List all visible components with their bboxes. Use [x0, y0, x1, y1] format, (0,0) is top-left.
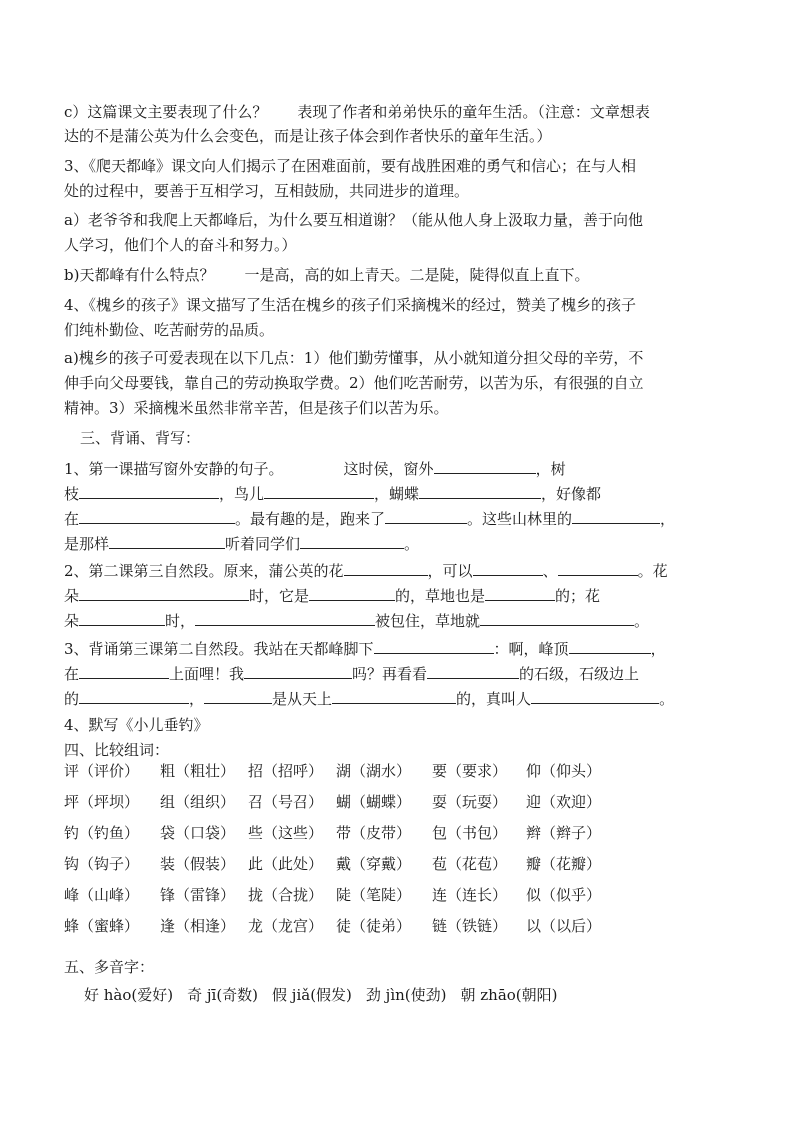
- prompt-text: 。: [634, 612, 650, 630]
- compare-cell: 坪（坪坝）: [64, 793, 140, 811]
- blank-field[interactable]: [344, 558, 428, 576]
- prompt-text: 。最有趣的是，跑来了: [235, 510, 386, 528]
- blank-field[interactable]: [79, 481, 219, 499]
- text-line: 3、《爬天都峰》课文向人们揭示了在困难面前，要有战胜困难的勇气和信心；在与人相: [64, 157, 637, 175]
- compare-cell: 湖（湖水）: [336, 762, 412, 780]
- prompt-text: 枝: [64, 485, 80, 503]
- text-line: c）这篇课文主要表现了什么？ 表现了作者和弟弟快乐的童年生活。（注意：文章想表: [64, 103, 650, 121]
- compare-cell: 以（以后）: [526, 917, 602, 935]
- prompt-text: ，蝴蝶: [374, 485, 420, 503]
- compare-cell: 戴（穿戴）: [336, 855, 412, 873]
- prompt-text: 在: [64, 510, 80, 528]
- blank-field[interactable]: [434, 456, 536, 474]
- fill-line-q3-3: [64, 686, 674, 708]
- polyphone-item: 朝 zhāo(朝阳): [460, 986, 558, 1004]
- blank-field[interactable]: [300, 531, 404, 549]
- compare-cell: 些（这些）: [248, 824, 324, 842]
- prompt-text: 2、第二课第三自然段。原来，蒲公英的花: [64, 562, 344, 580]
- prompt-text: ：啊，峰顶: [493, 640, 569, 658]
- blank-field[interactable]: [244, 661, 352, 679]
- prompt-text: 、: [542, 562, 558, 580]
- prompt-text: ，: [660, 510, 676, 528]
- polyphone-item: 奇 jī(奇数): [187, 986, 259, 1004]
- compare-cell: 似（似乎）: [526, 886, 602, 904]
- text-line: 4、《槐乡的孩子》课文描写了生活在槐乡的孩子们采摘槐米的经过，赞美了槐乡的孩子: [64, 296, 637, 314]
- prompt-text: 吗？再看看: [352, 665, 428, 683]
- compare-cell: 粗（粗壮）: [160, 762, 236, 780]
- blank-field[interactable]: [309, 583, 395, 601]
- prompt-text: 。这些山林里的: [467, 510, 573, 528]
- blank-field[interactable]: [264, 481, 374, 499]
- blank-field[interactable]: [79, 608, 165, 626]
- polyphone-row: [84, 983, 572, 1007]
- fill-line-q1-3: [64, 506, 675, 528]
- blank-field[interactable]: [427, 661, 519, 679]
- blank-field[interactable]: [531, 686, 659, 704]
- prompt-text: ，树: [535, 460, 566, 478]
- compare-cell: 徒（徒弟）: [336, 917, 412, 935]
- text-line: 们纯朴勤俭、吃苦耐劳的品质。: [64, 321, 275, 339]
- fill-line-q1-4: [64, 531, 419, 553]
- blank-field[interactable]: [79, 686, 189, 704]
- compare-cell: 装（假装）: [160, 855, 236, 873]
- compare-cell: 苞（花苞）: [432, 855, 508, 873]
- compare-cell: 蜂（蜜蜂）: [64, 917, 140, 935]
- prompt-text: 朵: [64, 587, 80, 605]
- compare-cell: 瓣（花瓣）: [526, 855, 602, 873]
- text-line: a）老爷爷和我爬上天都峰后，为什么要互相道谢？（能从他人身上汲取力量，善于向他: [64, 211, 643, 229]
- compare-cell: 蝴（蝴蝶）: [336, 793, 412, 811]
- blank-field[interactable]: [473, 558, 543, 576]
- section-heading: 四、比较组词：: [64, 741, 170, 759]
- dictation-prompt: 4、默写《小儿垂钓》: [64, 716, 209, 734]
- blank-field[interactable]: [572, 506, 660, 524]
- compare-cell: 带（皮带）: [336, 824, 412, 842]
- compare-cell: 要（要求）: [432, 762, 508, 780]
- compare-cell: 迎（欢迎）: [526, 793, 602, 811]
- blank-field[interactable]: [109, 531, 225, 549]
- prompt-text: 。花: [637, 562, 668, 580]
- text-line: 达的不是蒲公英为什么会变色，而是让孩子体会到作者快乐的童年生活。）: [64, 127, 552, 145]
- prompt-text: 的；花: [555, 587, 601, 605]
- blank-field[interactable]: [79, 661, 169, 679]
- polyphone-item: 假 jiǎ(假发): [272, 986, 352, 1004]
- compare-cell: 钩（钩子）: [64, 855, 140, 873]
- prompt-text: 这时侯，窗外: [343, 460, 434, 478]
- prompt-text: ，: [650, 640, 666, 658]
- compare-cell: 峰（山峰）: [64, 886, 140, 904]
- prompt-text: ，好像都: [541, 485, 602, 503]
- blank-field[interactable]: [195, 608, 375, 626]
- section-heading: 三、背诵、背写：: [80, 429, 201, 447]
- prompt-text: ，: [189, 690, 205, 708]
- blank-field[interactable]: [485, 583, 555, 601]
- text-line: 人学习，他们个人的奋斗和努力。）: [64, 236, 297, 254]
- compare-cell: 此（此处）: [248, 855, 324, 873]
- prompt-text: ，鸟儿: [219, 485, 265, 503]
- compare-cell: 耍（玩耍）: [432, 793, 508, 811]
- compare-cell: 拢（合拢）: [248, 886, 324, 904]
- compare-cell: 招（招呼）: [248, 762, 324, 780]
- compare-cell: 钓（钓鱼）: [64, 824, 140, 842]
- compare-cell: 召（号召）: [248, 793, 324, 811]
- blank-field[interactable]: [558, 558, 638, 576]
- compare-cell: 锋（雷锋）: [160, 886, 236, 904]
- prompt-text: 的，草地也是: [395, 587, 486, 605]
- compare-cell: 连（连长）: [432, 886, 508, 904]
- blank-field[interactable]: [374, 636, 494, 654]
- compare-cell: 逢（相逢）: [160, 917, 236, 935]
- compare-cell: 仰（仰头）: [526, 762, 602, 780]
- blank-field[interactable]: [332, 686, 456, 704]
- fill-line-q2-1: [64, 558, 668, 580]
- fill-line-q3-1: [64, 636, 666, 658]
- prompt-text: 3、背诵第三课第二自然段。我站在天都峰脚下: [64, 640, 374, 658]
- section-heading: 五、多音字：: [64, 958, 155, 976]
- blank-field[interactable]: [480, 608, 634, 626]
- prompt-text: 的: [64, 690, 80, 708]
- compare-cell: 评（评价）: [64, 762, 140, 780]
- prompt-text: ，可以: [427, 562, 473, 580]
- compare-cell: 辫（辫子）: [526, 824, 602, 842]
- prompt-text: 朵: [64, 612, 80, 630]
- prompt-text: 时，它是: [249, 587, 310, 605]
- fill-line-q2-2: [64, 583, 600, 605]
- text-line: 伸手向父母要钱，靠自己的劳动换取学费。2）他们吃苦耐劳，以苦为乐，有很强的自立: [64, 374, 644, 392]
- prompt-text: 的石级，石级边上: [519, 665, 640, 683]
- polyphone-item: 劲 jìn(使劲): [365, 986, 447, 1004]
- blank-field[interactable]: [419, 481, 541, 499]
- blank-field[interactable]: [79, 583, 249, 601]
- blank-field[interactable]: [569, 636, 651, 654]
- prompt-text: 的，真叫人: [456, 690, 532, 708]
- compare-cell: 陡（笔陡）: [336, 886, 412, 904]
- compare-cell: 袋（口袋）: [160, 824, 236, 842]
- prompt-text: 时，: [165, 612, 196, 630]
- fill-line-q1-2: [64, 481, 601, 503]
- fill-line-q2-3: [64, 608, 649, 630]
- blank-field[interactable]: [385, 506, 467, 524]
- prompt-text: 上面哩！我: [169, 665, 245, 683]
- blank-field[interactable]: [204, 686, 272, 704]
- text-line: 处的过程中，要善于互相学习，互相鼓励，共同进步的道理。: [64, 182, 470, 200]
- compare-cell: 组（组织）: [160, 793, 236, 811]
- text-line: 精神。3）采摘槐米虽然非常辛苦，但是孩子们以苦为乐。: [64, 399, 449, 417]
- fill-line-q3-2: [64, 661, 639, 683]
- prompt-text: 。: [404, 535, 420, 553]
- compare-cell: 链（铁链）: [432, 917, 508, 935]
- prompt-text: 。: [659, 690, 675, 708]
- prompt-text: 是从天上: [272, 690, 333, 708]
- polyphone-item: 好 hào(爱好): [84, 986, 174, 1004]
- compare-cell: 龙（龙宫）: [248, 917, 324, 935]
- text-line: a)槐乡的孩子可爱表现在以下几点：1）他们勤劳懂事，从小就知道分担父母的辛劳，不: [64, 349, 644, 367]
- text-line: b)天都峰有什么特点？ 一是高，高的如上青天。二是陡，陡得似直上直下。: [64, 266, 590, 284]
- prompt-text: 听着同学们: [225, 535, 301, 553]
- prompt-text: 是那样: [64, 535, 110, 553]
- blank-field[interactable]: [79, 506, 235, 524]
- prompt-text: 被包住，草地就: [375, 612, 481, 630]
- prompt-text: 1、第一课描写窗外安静的句子。: [64, 460, 284, 478]
- compare-cell: 包（书包）: [432, 824, 508, 842]
- prompt-text: 在: [64, 665, 80, 683]
- fill-line-q1-1: [64, 456, 566, 478]
